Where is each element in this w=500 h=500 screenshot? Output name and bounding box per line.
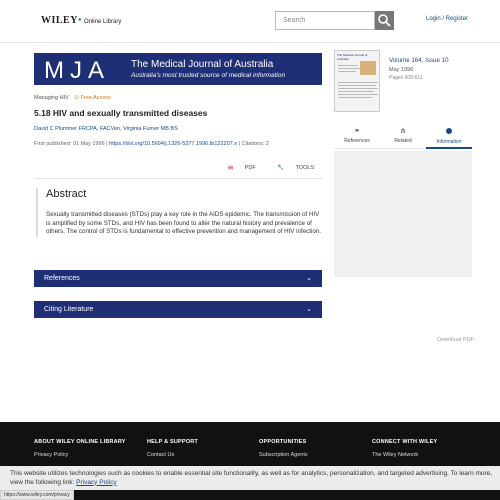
- separator: |: [238, 141, 242, 147]
- unlock-icon: ⊙: [74, 95, 79, 101]
- status-bar-url: https://www.wiley.com/privacy: [0, 490, 74, 500]
- citations-count[interactable]: Citations: 2: [241, 141, 269, 147]
- info-icon: [446, 128, 452, 134]
- free-access-label: Free Access: [80, 95, 111, 101]
- footer-column-title: ABOUT WILEY ONLINE LIBRARY: [34, 439, 126, 445]
- article-meta: [34, 95, 111, 101]
- footer-column-opportunities: [259, 439, 308, 458]
- pdf-icon: ▤: [228, 165, 234, 171]
- cover-line: [338, 94, 378, 95]
- tools-label: TOOLS: [295, 165, 315, 171]
- publication-info: [34, 141, 269, 147]
- site-header: [0, 0, 500, 43]
- footer-column-title: CONNECT WITH WILEY: [372, 439, 438, 445]
- footer-link-subscription[interactable]: Subscription Agents: [259, 452, 308, 458]
- footer-column-about: [34, 439, 126, 458]
- references-label: References: [44, 275, 80, 282]
- journal-subtitle: Australia's most trusted source of medical information: [131, 72, 286, 79]
- issue-info: [389, 57, 449, 81]
- cover-title: The Medical Journal of Australia: [337, 53, 368, 61]
- information-panel: [334, 151, 472, 277]
- tab-information-label: Information: [436, 139, 462, 145]
- chevron-down-icon: ⌄: [306, 306, 312, 313]
- journal-short-name: MJA: [44, 57, 110, 84]
- cover-image: [360, 61, 376, 75]
- logo-dot-icon: •: [77, 15, 82, 26]
- tools-button[interactable]: [277, 165, 324, 171]
- doi-link[interactable]: https://doi.org/10.5694/j.1326-5377.1996.tb122207.x: [109, 141, 237, 147]
- search-icon: [375, 11, 394, 30]
- tab-related-label: Related: [394, 138, 412, 144]
- link-icon: ⚭: [354, 128, 360, 135]
- tab-information[interactable]: [426, 125, 472, 149]
- pdf-button[interactable]: [228, 165, 266, 171]
- cookie-text: [10, 470, 495, 487]
- journal-title: The Medical Journal of Australia: [131, 59, 274, 70]
- cookie-privacy-link[interactable]: Privacy Policy: [76, 478, 117, 486]
- abstract-heading: Abstract: [46, 188, 87, 200]
- article-title: 5.18 HIV and sexually transmitted diseases: [34, 108, 208, 118]
- footer-column-title: OPPORTUNITIES: [259, 439, 307, 445]
- cover-line: [338, 65, 358, 66]
- abstract-text: Sexually transmitted diseases (STDs) play a key role in the AIDS epidemic. The transmission of HIV is amplified by some STDs, and HIV has been found to alter the natural history and prevalence of others. The control of STDs is fundamental to effective prevention and management of HIV infection.: [46, 211, 321, 236]
- issue-pages: Pages 608-611: [389, 75, 423, 81]
- search-input[interactable]: Search: [275, 11, 375, 30]
- tab-related[interactable]: [380, 125, 426, 149]
- tab-references[interactable]: [334, 125, 380, 149]
- download-pdf-link[interactable]: Download PDF: [437, 337, 474, 343]
- volume-issue-link[interactable]: Volume 164, Issue 10: [389, 57, 449, 64]
- tab-references-label: References: [344, 138, 370, 144]
- citing-literature-label: Citing Literature: [44, 306, 94, 313]
- cover-line: [338, 82, 378, 83]
- article-authors[interactable]: David C Plummer FRCPA, FACVen, Virginia Furner MB BS: [34, 126, 178, 132]
- separator: |: [106, 141, 110, 147]
- footer-column-title: HELP & SUPPORT: [147, 439, 198, 445]
- wrench-icon: 🔧: [277, 165, 285, 171]
- issue-date: May 1996: [389, 67, 414, 73]
- wiley-logo[interactable]: [41, 15, 121, 26]
- cover-line: [338, 97, 372, 98]
- references-accordion[interactable]: [34, 270, 322, 287]
- pdf-label: PDF: [244, 165, 256, 171]
- abstract-section: [36, 188, 322, 237]
- search-button[interactable]: [375, 11, 394, 30]
- cover-line: [338, 85, 376, 86]
- footer-column-connect: [372, 439, 437, 458]
- cover-line: [338, 91, 374, 92]
- cover-line: [338, 88, 378, 89]
- free-access-badge: [74, 95, 110, 101]
- cookie-message: This website utilizes technologies such as cookies to enable essential site functionality, as well as for analytics, personalization, and targeted advertising. To learn more, view the following link:: [10, 470, 493, 486]
- side-tabs: [334, 125, 472, 149]
- logo-wiley-text: WILEY: [41, 15, 78, 26]
- cookie-banner: [0, 466, 500, 490]
- article-category[interactable]: Managing HIV: [34, 95, 69, 101]
- footer-link-privacy[interactable]: Privacy Policy: [34, 452, 69, 458]
- login-register-link[interactable]: Login / Register: [426, 16, 469, 22]
- footer-link-contact[interactable]: Contact Us: [147, 452, 175, 458]
- cover-line: [338, 68, 360, 69]
- chevron-down-icon: ⌄: [306, 275, 312, 282]
- divider: [34, 178, 322, 179]
- cover-line: [338, 71, 356, 72]
- issue-cover[interactable]: [334, 50, 380, 112]
- footer-column-help: [147, 439, 198, 458]
- footer-link-wiley-network[interactable]: The Wiley Network: [372, 452, 419, 458]
- journal-banner[interactable]: [34, 53, 322, 85]
- citing-literature-accordion[interactable]: [34, 301, 322, 318]
- network-icon: ⋔: [400, 128, 406, 135]
- first-published-date: 01 May 1996: [72, 141, 105, 147]
- first-published-label: First published:: [34, 141, 72, 147]
- logo-sub-text: Online Library: [83, 19, 122, 25]
